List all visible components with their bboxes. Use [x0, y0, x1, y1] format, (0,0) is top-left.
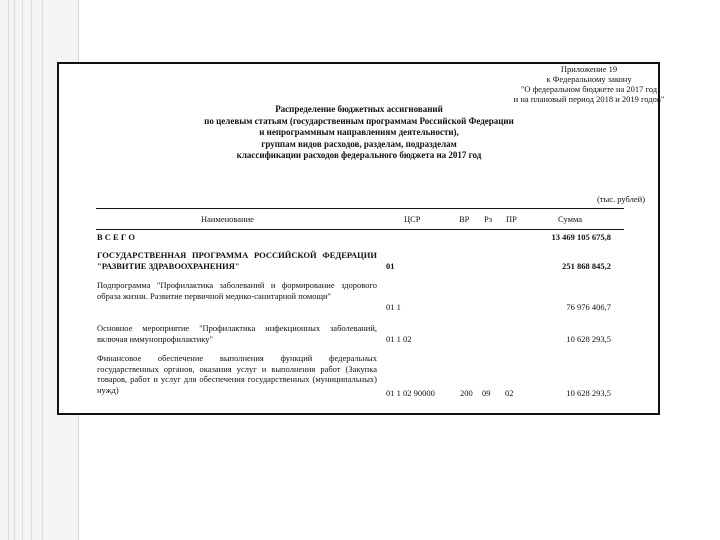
table-row-name: В С Е Г О: [97, 232, 135, 242]
header-rz: Рз: [484, 214, 493, 224]
table-row-pr: 02: [505, 388, 514, 398]
header-pr: ПР: [506, 214, 517, 224]
appendix-line: "О федеральном бюджете на 2017 год: [520, 84, 658, 94]
appendix-note: [489, 64, 689, 104]
header-csr: ЦСР: [404, 214, 421, 224]
table-row-name: Финансовое обеспечение выполнения функций федеральных государственных органов, оказания услуг и выполнения работ (Закупка товаров, работ и услуг для обеспечения государственных (муниципальных) нужд): [97, 353, 377, 395]
table-row-sum: 10 628 293,5: [566, 388, 611, 398]
title-line: по целевым статьям (государственным программам Российской Федерации: [204, 115, 514, 126]
document-title: [159, 104, 559, 162]
header-sum: Сумма: [558, 214, 583, 224]
table-row-sum: 13 469 105 675,8: [551, 232, 611, 242]
table-row-sum: 10 628 293,5: [566, 334, 611, 344]
table-header: [96, 208, 624, 230]
table-row-sum: 251 868 845,2: [562, 261, 611, 271]
header-name: Наименование: [201, 214, 254, 224]
units-label: (тыс. рублей): [597, 194, 646, 204]
appendix-line: к Федеральному закону: [546, 74, 632, 84]
table-row-vr: 200: [460, 388, 473, 398]
table-row-csr: 01 1: [386, 302, 401, 312]
table-row-csr: 01: [386, 261, 395, 271]
document-slide: [57, 62, 665, 415]
table-row-name: Подпрограмма "Профилактика заболеваний и формирование здорового образа жизни. Развитие первичной медико-санитарной помощи": [97, 280, 377, 301]
title-line: группам видов расходов, разделам, подразделам: [261, 138, 457, 149]
table-row-csr: 01 1 02 90000: [386, 388, 435, 398]
header-vr: ВР: [459, 214, 470, 224]
title-line: классификации расходов федерального бюджета на 2017 год: [236, 150, 482, 160]
table-row-name: ГОСУДАРСТВЕННАЯ ПРОГРАММА РОССИЙСКОЙ ФЕДЕРАЦИИ "РАЗВИТИЕ ЗДРАВООХРАНЕНИЯ": [97, 250, 377, 271]
table-row-csr: 01 1 02: [386, 334, 412, 344]
appendix-line: Приложение 19: [560, 64, 618, 74]
title-line: и непрограммным направлениям деятельности),: [259, 127, 459, 137]
table-row-rz: 09: [482, 388, 491, 398]
table-row-sum: 76 976 406,7: [566, 302, 611, 312]
appendix-line: и на плановый период 2018 и 2019 годов": [513, 94, 665, 104]
table-row-name: Основное мероприятие "Профилактика инфекционных заболеваний, включая иммунопрофилактику": [97, 323, 377, 344]
title-line: Распределение бюджетных ассигнований: [275, 104, 443, 114]
